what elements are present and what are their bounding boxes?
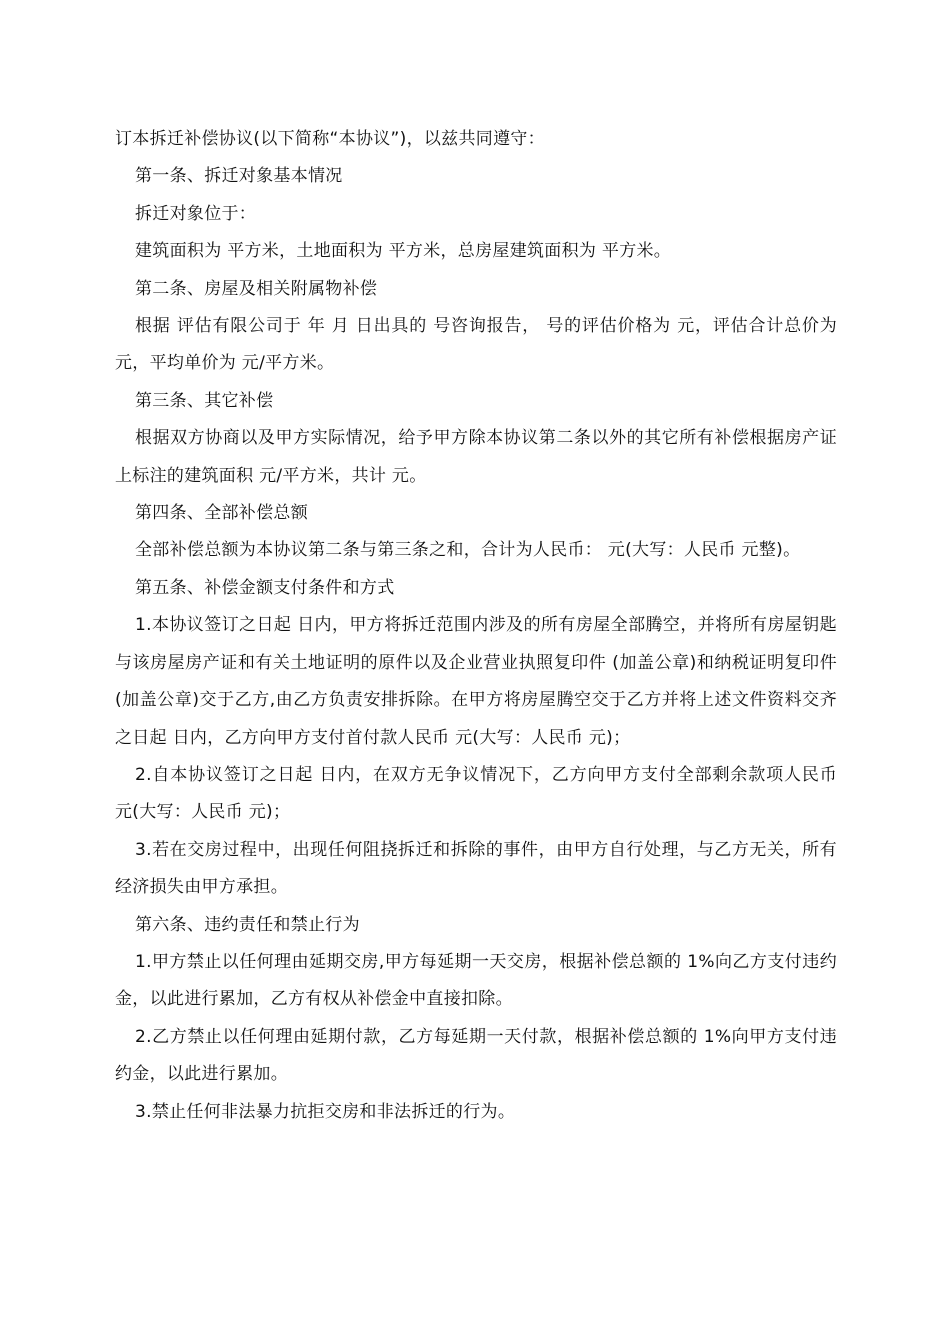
intro-line: 订本拆迁补偿协议(以下简称“本协议”)，以兹共同遵守：	[115, 129, 545, 149]
article-6-item-1: 1.甲方禁止以任何理由延期交房,甲方每延期一天交房，根据补偿总额的 1%向乙方支付违约金，以此进行累加，乙方有权从补偿金中直接扣除。	[115, 951, 837, 1010]
article-1-location: 拆迁对象位于：	[135, 203, 257, 224]
article-1-area: 建筑面积为 平方米，土地面积为 平方米，总房屋建筑面积为 平方米。	[135, 241, 672, 262]
document-body	[115, 121, 837, 1131]
article-2-heading: 第二条、房屋及相关附属物补偿	[135, 278, 378, 299]
article-5-heading: 第五条、补偿金额支付条件和方式	[135, 577, 395, 598]
article-5-item-3: 3.若在交房过程中，出现任何阻挠拆迁和拆除的事件，由甲方自行处理，与乙方无关，所有经济损失由甲方承担。	[115, 839, 837, 898]
article-6-item-3: 3.禁止任何非法暴力抗拒交房和非法拆迁的行为。	[135, 1101, 516, 1122]
article-4-body: 全部补偿总额为本协议第二条与第三条之和，合计为人民币： 元(大写：人民币 元整)。	[135, 540, 801, 561]
article-3-body: 根据双方协商以及甲方实际情况，给予甲方除本协议第二条以外的其它所有补偿根据房产证上标注的建筑面积 元/平方米，共计 元。	[115, 428, 837, 486]
article-3-heading: 第三条、其它补偿	[135, 390, 274, 411]
article-5-item-2: 2.自本协议签订之日起 日内，在双方无争议情况下，乙方向甲方支付全部剩余款项人民币 元(大写：人民币 元)；	[115, 764, 837, 823]
article-6-item-2: 2.乙方禁止以任何理由延期付款，乙方每延期一天付款，根据补偿总额的 1%向甲方支付违约金，以此进行累加。	[115, 1026, 837, 1085]
article-6-heading: 第六条、违约责任和禁止行为	[135, 914, 360, 935]
article-5-item-1: 1.本协议签订之日起 日内，甲方将拆迁范围内涉及的所有房屋全部腾空，并将所有房屋钥匙与该房屋房产证和有关土地证明的原件以及企业营业执照复印件 (加盖公章)和纳税证明复印件(加盖公章)交于乙方,由乙方负责安排拆除。在甲方将房屋腾空交于乙方并将上述文件资料交齐之日起 日内，乙方向甲方支付首付款人民币 元(大写：人民币 元)；	[115, 615, 837, 748]
article-1-heading: 第一条、拆迁对象基本情况	[135, 166, 343, 187]
article-2-body: 根据 评估有限公司于 年 月 日出具的 号咨询报告， 号的评估价格为 元，评估合计总价为 元，平均单价为 元/平方米。	[115, 316, 837, 374]
article-4-heading: 第四条、全部补偿总额	[135, 503, 308, 524]
